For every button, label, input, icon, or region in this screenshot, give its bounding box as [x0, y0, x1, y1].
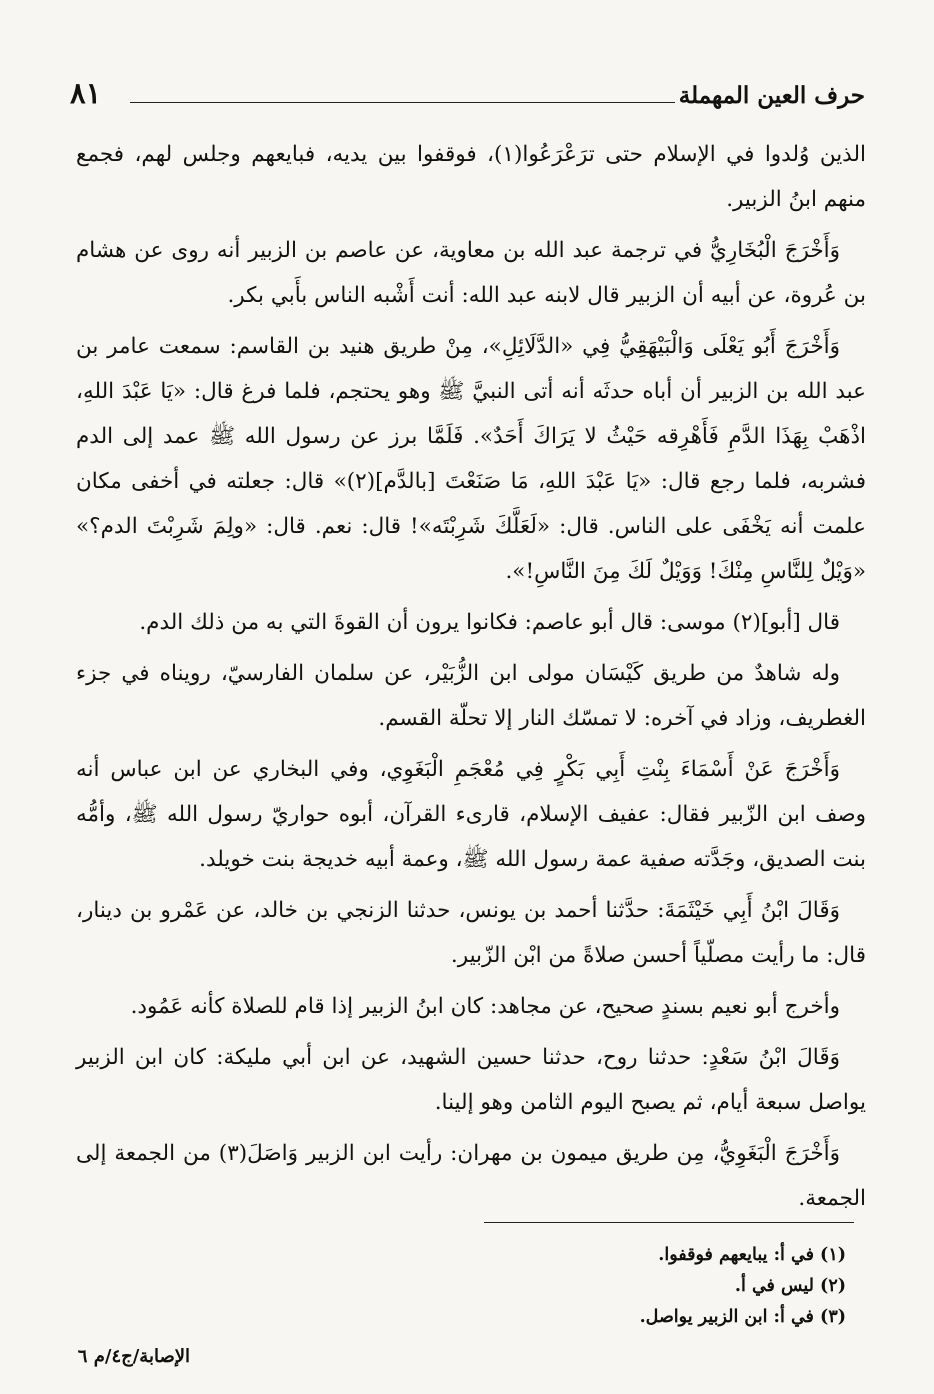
paragraph: وَقَالَ ابْنُ أَبِي خَيْثَمَةَ: حدَّثنا أحمد بن يونس، حدثنا الزنجي بن خالد، عن عَمْرو بن دينار، قال: ما رأيت مصلّياً أحسن صلاةً من ابْن الزّبير. [76, 898, 866, 968]
paragraph: وَأَخْرَجَ عَنْ أَسْمَاءَ بِنْتِ أَبِي بَكْرٍ فِي مُعْجَمِ الْبَغَوِي، وفي البخاري عن ابن عباس أنه وصف ابن الزّبير فقال: عفيف الإسلام، قارىء القرآن، أبوه حواريّ رسول الله ﷺ، وأمُّه بنت الصديق، وجَدَّته صفية عمة رسول الله ﷺ، وعمة أبيه خديجة بنت خويلد. [76, 757, 866, 872]
paragraph: وَأَخْرَجَ أَبُو يَعْلَى وَالْبَيْهَقِيُّ فِي «الدَّلَائِلِ»، مِنْ طريق هنيد بن القاسم: سمعت عامر بن عبد الله بن الزبير أن أباه حدثَه أنه أتى النبيَّ ﷺ وهو يحتجم، فلما فرغ قال: «يَا عَبْدَ اللهِ، اذْهَبْ بِهَذَا الدَّمِ فَأَهْرِقه حَيْثُ لا يَرَاكَ أَحَدٌ». فَلَمَّا برز عن رسول الله ﷺ عمد إلى الدم فشربه، فلما رجع قال: «يَا عَبْدَ اللهِ، مَا صَنَعْتَ [بالدَّم](٢)» قال: جعلته في أخفى مكان علمت أنه يَخْفَى على الناس. قال: «لَعَلَّكَ شَرِبْتَه»! قال: نعم. قال: «ولِمَ شَرِبْتَ الدم؟» «وَيْلٌ لِلنَّاسِ مِنْكَ! وَوَيْلٌ لَكَ مِنَ النَّاسِ!». [76, 334, 866, 584]
running-title: حرف العين المهملة [678, 82, 865, 109]
footnote: (١) في أ: يبايعهم فوقفوا. [658, 1245, 846, 1265]
header-rule [130, 102, 675, 103]
paragraph: قال [أبو](٢) موسى: قال أبو عاصم: فكانوا يرون أن القوةَ التي به من ذلك الدم. [139, 610, 840, 635]
footnotes [346, 1240, 846, 1333]
footnote: (٢) ليس في أ. [734, 1276, 846, 1296]
main-text [76, 132, 866, 1227]
paragraph: وَأَخْرَجَ الْبُخَارِيُّ في ترجمة عبد الله بن معاوية، عن عاصم بن الزبير أنه روى عن هشام بن عُروة، عن أبيه أن الزبير قال لابنه عبد الله: أنت أَشْبه الناس بأَبي بكر. [76, 238, 866, 308]
page-header [70, 76, 865, 116]
printer-signature: الإصابة/ج٤/م ٦ [77, 1346, 190, 1367]
paragraph: الذين وُلدوا في الإسلام حتى ترَعْرَعُوا(١)، فوقفوا بين يديه، فبايعهم وجلس لهم، فجمع منهم ابنُ الزبير. [76, 142, 866, 212]
footnote-rule [484, 1222, 854, 1223]
paragraph: وَقَالَ ابْنُ سَعْدٍ: حدثنا روح، حدثنا حسين الشهيد، عن ابن أبي مليكة: كان ابن الزبير يواصل سبعة أيام، ثم يصبح اليوم الثامن وهو إلينا. [76, 1045, 866, 1115]
paragraph: وَأَخْرَجَ الْبَغَوِيُّ، مِن طريق ميمون بن مهران: رأيت ابن الزبير وَاصَلَ(٣) من الجمعة إلى الجمعة. [76, 1141, 866, 1211]
paragraph: وله شاهدٌ من طريق كَيْسَان مولى ابن الزُّبَيْر، عن سلمان الفارسيّ، رويناه في جزء الغطريف، وزاد في آخره: لا تمسّك النار إلا تحلّة القسم. [76, 661, 866, 731]
page-number: ٨١ [70, 76, 102, 110]
paragraph: وأخرج أبو نعيم بسندٍ صحيح، عن مجاهد: كان ابنُ الزبير إذا قام للصلاة كأنه عَمُود. [130, 994, 840, 1019]
footnote: (٣) في أ: ابن الزبير يواصل. [639, 1307, 846, 1327]
